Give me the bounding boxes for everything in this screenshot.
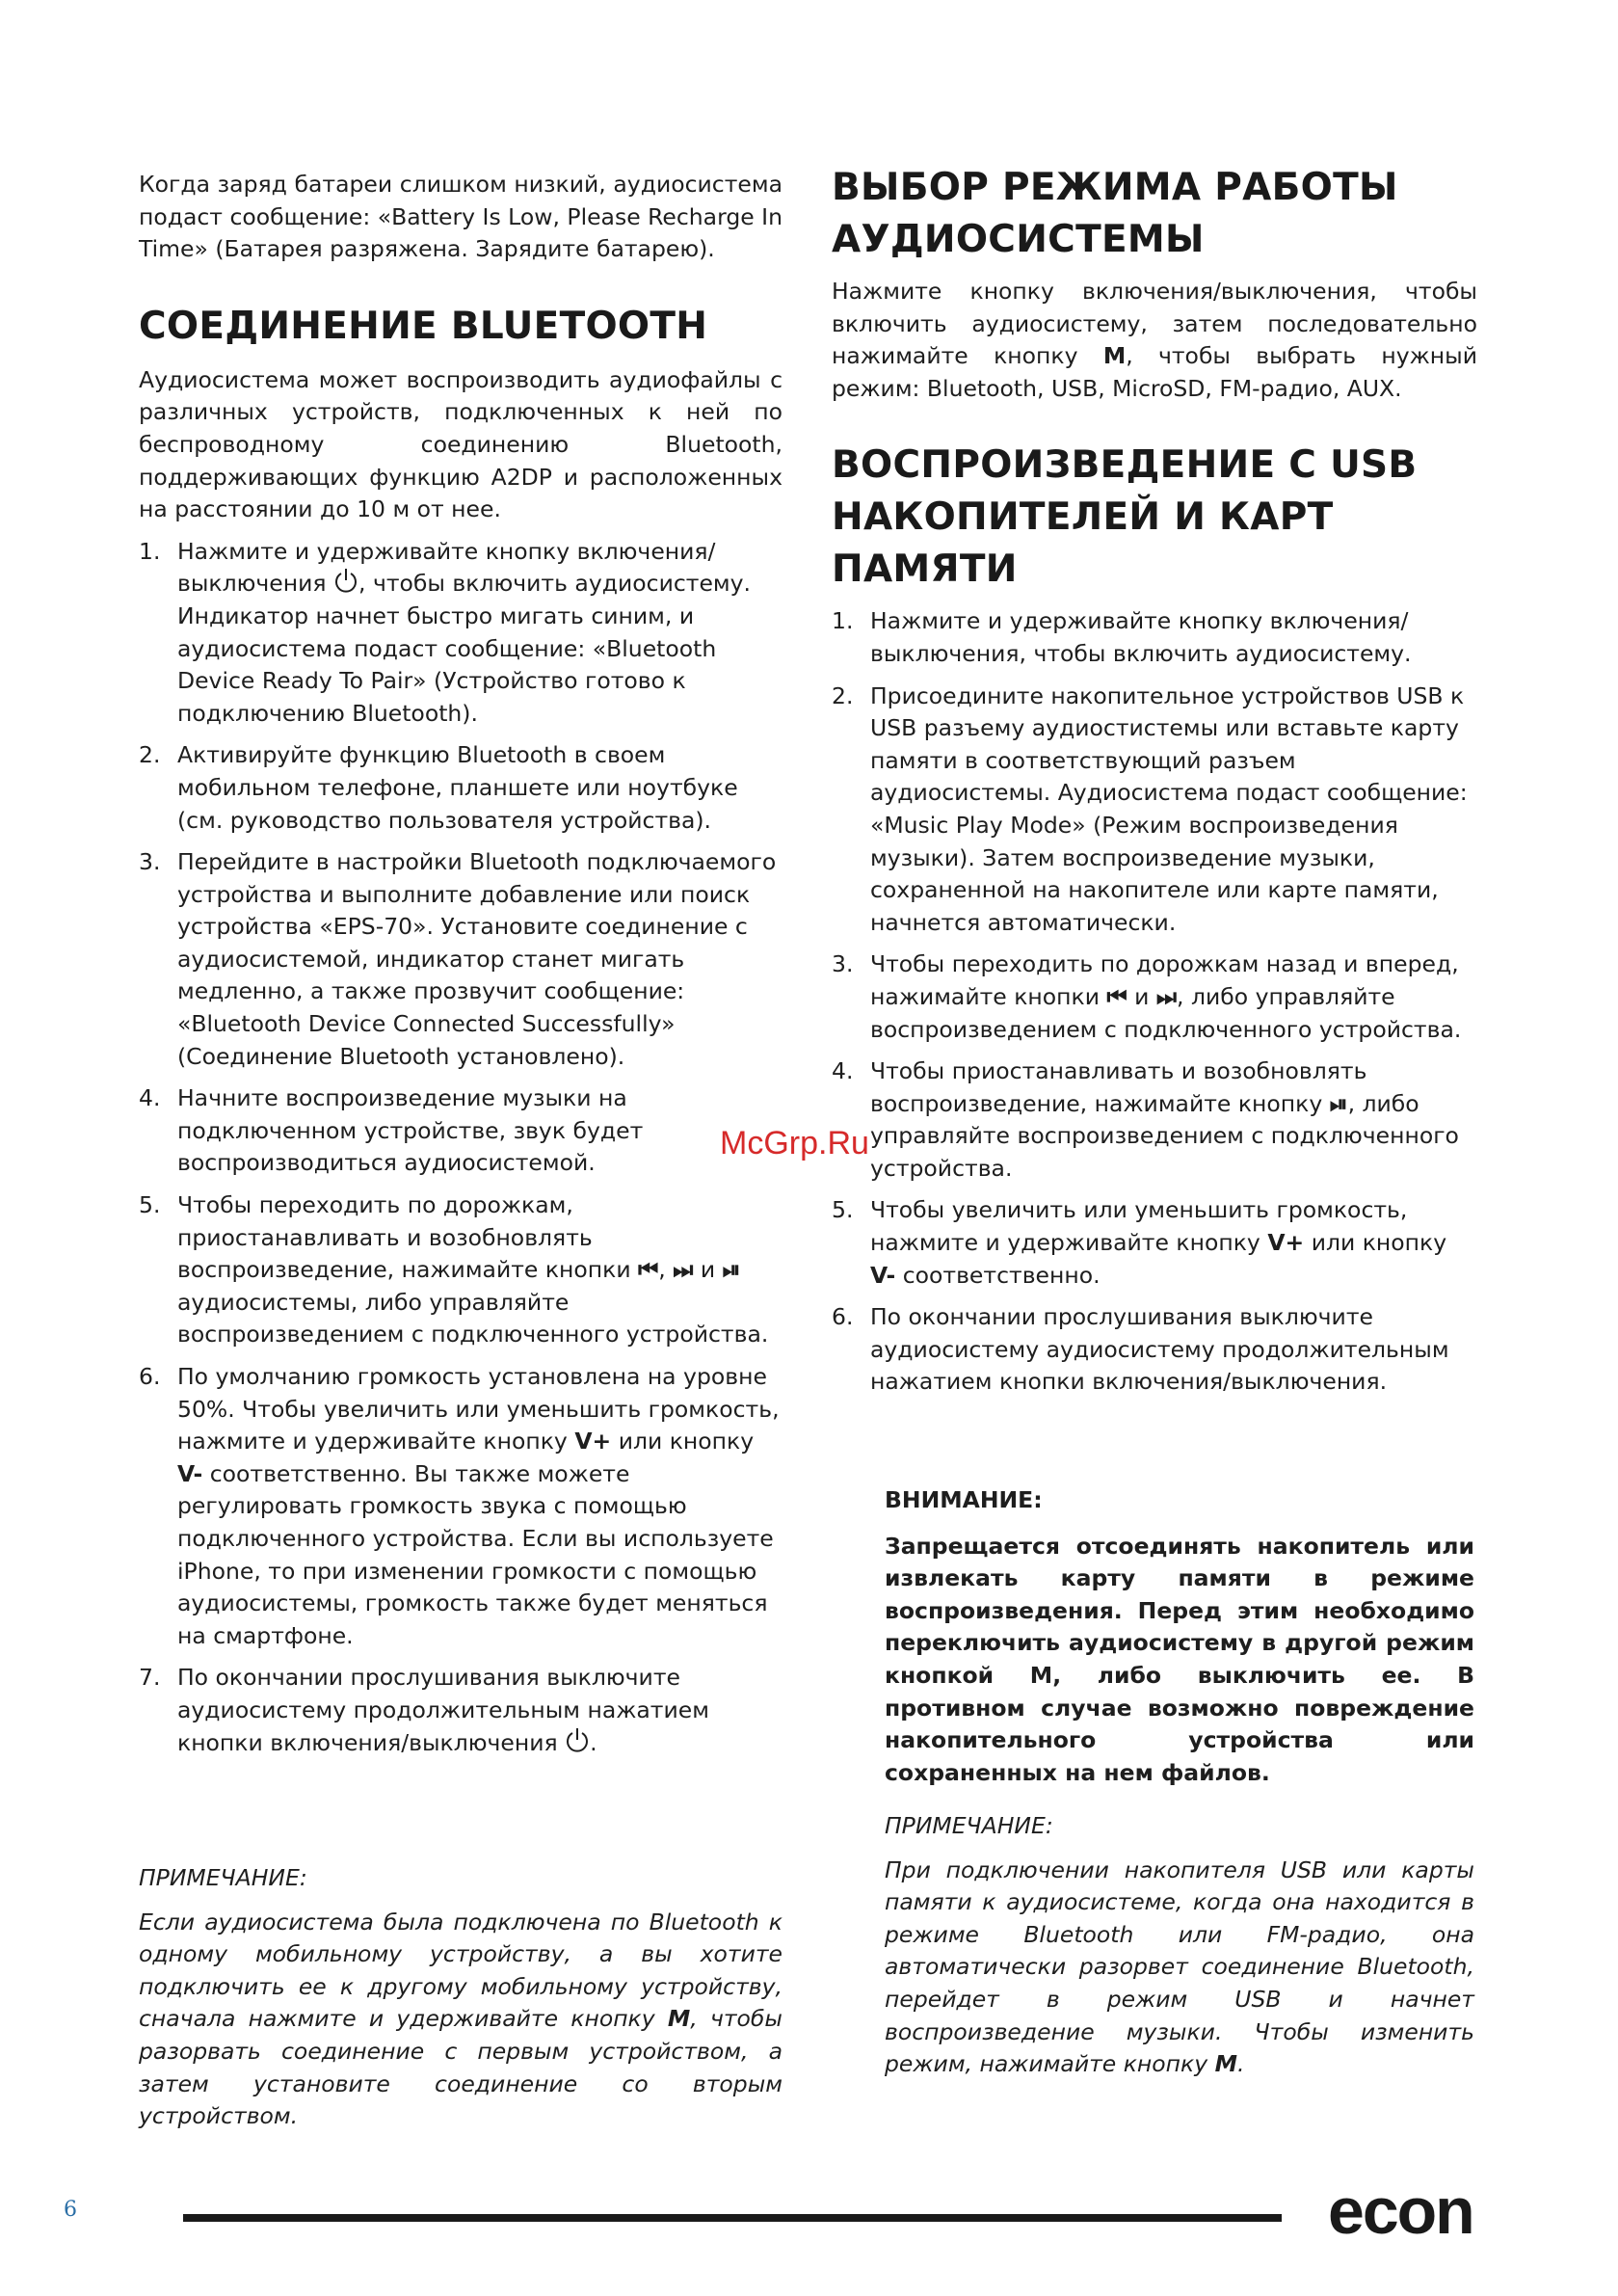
list-item: 2. Присоедините накопительное устройствов USB к USB разъему аудиостистемы или вставьте карту памяти в соответствующий разъем аудиосистемы. Аудиосистема подаст сообщение: «Music Play Mode» (Режим воспроизведения музыки). Затем воспроизведение музыки, сохраненной на накопителе или карте памяти, начнется автоматически. xyxy=(832,681,1468,936)
volume-down-key: V- xyxy=(870,1261,896,1289)
footer-divider xyxy=(183,2214,1282,2222)
prev-track-icon: ⏮ xyxy=(638,1256,659,1284)
warning-title: ВНИМАНИЕ: xyxy=(885,1486,1043,1513)
usb-note xyxy=(885,1810,1474,2081)
econ-logo xyxy=(1328,2180,1497,2248)
list-item: 5. Чтобы переходить по дорожкам, приостанавливать и возобновлять воспроизведение, нажимайте кнопки ⏮, ⏭ и ⏯ аудиосистемы, либо управляйте воспроизведением с подключенного устройства. xyxy=(139,1191,769,1348)
bluetooth-heading: СОЕДИНЕНИЕ BLUETOOTH xyxy=(139,304,708,348)
warning-block xyxy=(885,1484,1474,1789)
power-icon xyxy=(333,568,358,595)
list-item: 2. Активируйте функцию Bluetooth в своем мобильном телефоне, планшете или ноутбуке (см. руководство пользователя устройства). xyxy=(139,741,738,834)
list-item: 1. Нажмите и удерживайте кнопку включения/ выключения , чтобы включить аудиосистему. Индикатор начнет быстро мигать синим, и аудиосистема подаст сообщение: «Bluetooth Device Ready To Pair» (Устройство готово к подключению Bluetooth). xyxy=(139,537,752,727)
bluetooth-intro: Аудиосистема может воспроизводить аудиофайлы с различных устройств, подключенных к ней по беспроводному соединению Bluetooth, поддерживающих функцию A2DP и расположенных на расстоянии до 10 м от нее. xyxy=(139,365,782,523)
battery-intro: Когда заряд батареи слишком низкий, аудиосистема подаст сообщение: «Battery Is Low, Please Recharge In Time» (Батарея разряжена. Зарядите батарею). xyxy=(139,171,782,263)
prev-track-icon: ⏮ xyxy=(1106,982,1127,1010)
volume-up-key: V+ xyxy=(1267,1229,1305,1257)
usb-steps xyxy=(832,605,1477,1399)
list-item: 1. Нажмите и удерживайте кнопку включения/ выключения, чтобы включить аудиосистему. xyxy=(832,607,1412,667)
bluetooth-steps xyxy=(139,536,782,1759)
list-item: 3. Перейдите в настройки Bluetooth подключаемого устройства и выполните добавление или поиск устройства «EPS-70». Установите соединение с аудиосистемой, индикатор станет мигать медленно, а также прозвучит сообщение: «Bluetooth Device Connected Successfully» (Соединение Bluetooth установлено). xyxy=(139,848,777,1070)
note-text: При подключении накопителя USB или карты памяти к аудиосистеме, когда она находится в режиме Bluetooth или FM-радио, она автоматически разорвет соединение Bluetooth, перейдет в режим USB и начнет воспроизведение музыки. Чтобы изменить режим, нажимайте кнопку М. xyxy=(885,1855,1474,2078)
mode-heading: ВЫБОР РЕЖИМА РАБОТЫ АУДИОСИСТЕМЫ xyxy=(832,166,1398,261)
mode-text: Нажмите кнопку включения/выключения, чтобы включить аудиосистему, затем последовательно нажимайте кнопку М, чтобы выбрать нужный режим: Bluetooth, USB, MicroSD, FM-радио, AUX. xyxy=(832,278,1477,402)
list-item: 6. По умолчанию громкость установлена на уровне 50%. Чтобы увеличить или уменьшить громкость, нажмите и удерживайте кнопку V+ или кнопку V- соответственно. Вы также можете регулировать громкость звука с помощью подключенного устройства. Если вы используете iPhone, то при изменении громкости с помощью аудиосистемы, громкость также будет меняться на смартфоне. xyxy=(139,1363,780,1649)
note-label: ПРИМЕЧАНИЕ: xyxy=(139,1864,307,1891)
list-item: 5. Чтобы увеличить или уменьшить громкость, нажмите и удерживайте кнопку V+ или кнопку V- соответственно. xyxy=(832,1196,1447,1289)
play-pause-icon: ⏯ xyxy=(722,1256,741,1284)
note-text: Если аудиосистема была подключена по Bluetooth к одному мобильному устройству, а вы хотите подключить ее к другому мобильному устройству, сначала нажмите и удерживайте кнопку М, чтобы разорвать соединение с первым устройством, а затем установите соединение со вторым устройством. xyxy=(139,1908,782,2130)
list-item: 4. Начните воспроизведение музыки на подключенном устройстве, звук будет воспроизводиться аудиосистемой. xyxy=(139,1084,644,1177)
note-label: ПРИМЕЧАНИЕ: xyxy=(885,1812,1053,1839)
left-column xyxy=(139,169,782,1769)
right-column xyxy=(832,162,1477,1408)
warning-text: Запрещается отсоединять накопитель или извлекать карту памяти в режиме воспроизведения. Перед этим необходимо переключить аудиосистему в другой режим кнопкой М, либо выключить ее. В противном случае возможно повреждение накопительного устройства или сохраненных на нем файлов. xyxy=(885,1532,1474,1786)
list-item: 4. Чтобы приостанавливать и возобновлять воспроизведение, нажимайте кнопку ⏯, либо управляйте воспроизведением с подключенного устройства. xyxy=(832,1057,1459,1182)
page-number: 6 xyxy=(64,2198,77,2222)
svg-text:econ: econ xyxy=(1328,2180,1473,2248)
list-item: 3. Чтобы переходить по дорожкам назад и вперед, нажимайте кнопки ⏮ и ⏭, либо управляйте воспроизведением с подключенного устройства. xyxy=(832,950,1462,1043)
list-item: 6. По окончании прослушивания выключите аудиосистему аудиосистему продолжительным нажатием кнопки включения/выключения. xyxy=(832,1303,1449,1396)
volume-down-key: V- xyxy=(177,1459,203,1487)
next-track-icon: ⏭ xyxy=(1155,982,1178,1010)
watermark: McGrp.Ru xyxy=(720,1125,869,1161)
list-item: 7. По окончании прослушивания выключите аудиосистему продолжительным нажатием кнопки включения/выключения . xyxy=(139,1664,709,1756)
power-icon xyxy=(565,1727,590,1754)
play-pause-icon: ⏯ xyxy=(1329,1089,1348,1117)
bluetooth-note xyxy=(139,1862,782,2133)
usb-heading: ВОСПРОИЗВЕДЕНИЕ С USB НАКОПИТЕЛЕЙ И КАРТ ПАМЯТИ xyxy=(832,443,1418,592)
volume-up-key: V+ xyxy=(574,1428,612,1455)
next-track-icon: ⏭ xyxy=(673,1256,694,1284)
